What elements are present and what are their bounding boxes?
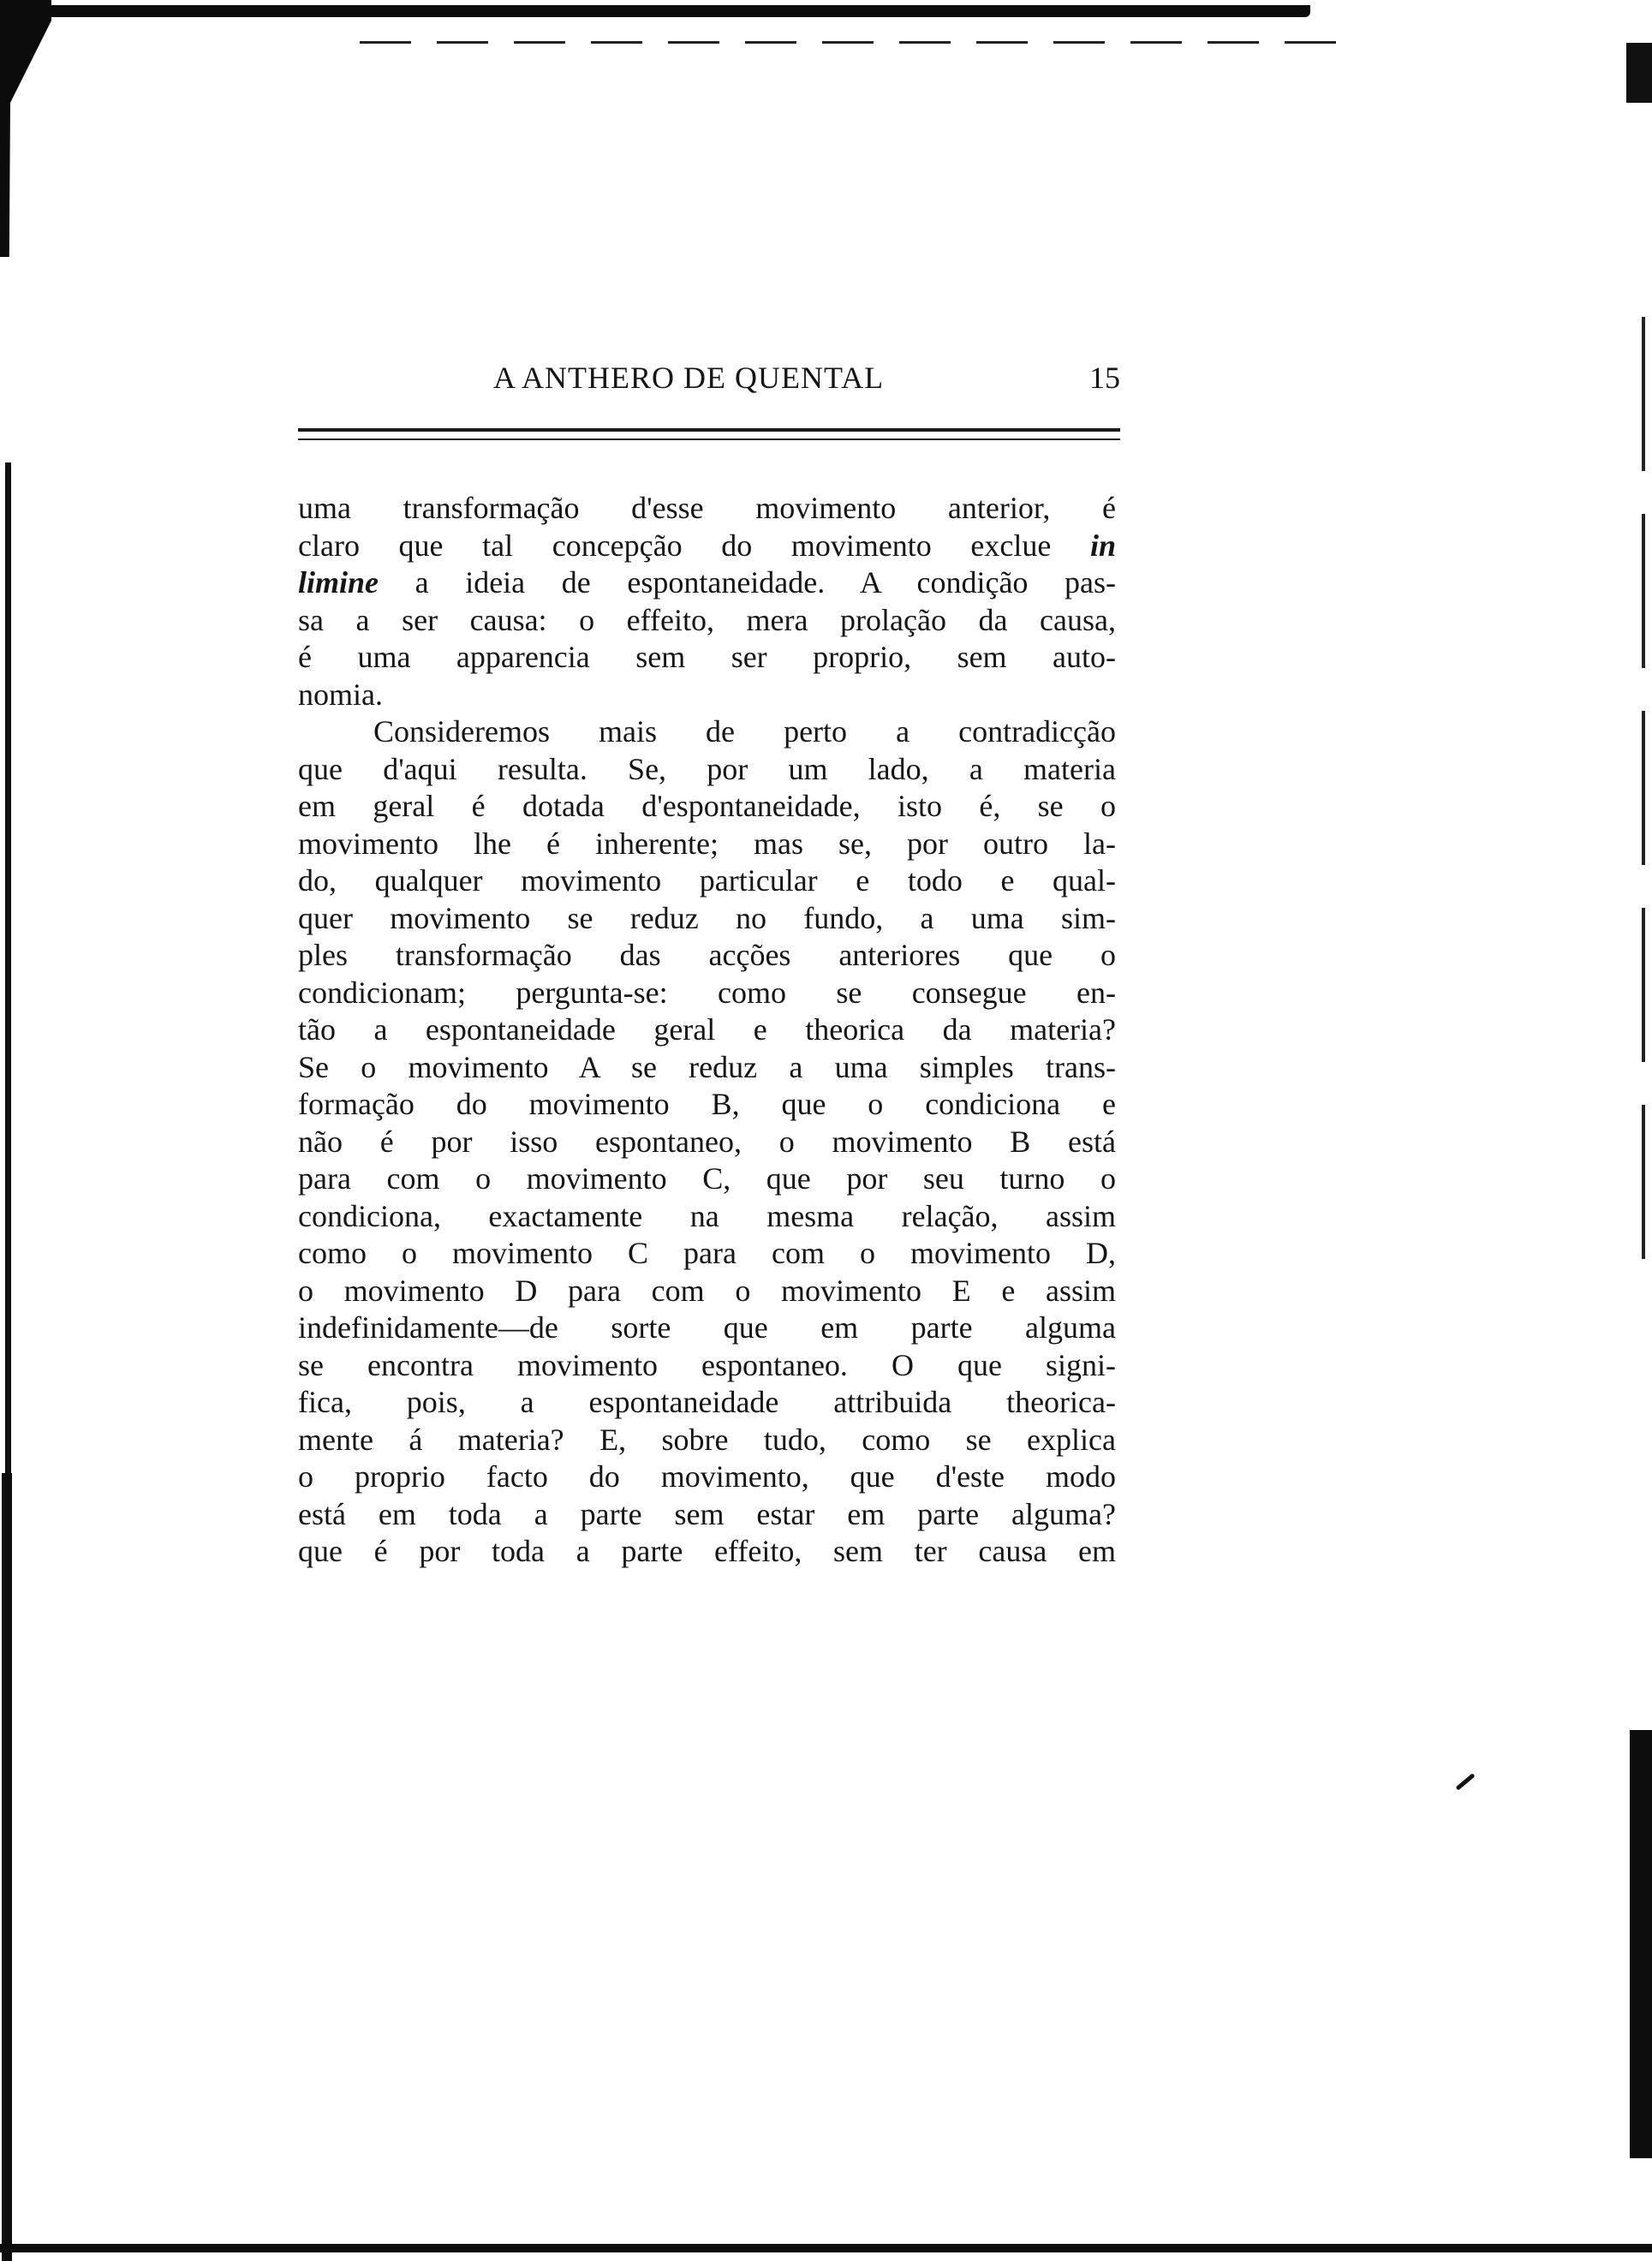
text-line: condiciona, exactamente na mesma relação, assim (298, 1198, 1116, 1233)
scan-edge-top-thin (360, 41, 1345, 44)
text-line: indefinidamente—de sorte que em parte alguma (298, 1310, 1116, 1345)
text-line: em geral é dotada d'espontaneidade, isto é, se o (298, 789, 1116, 823)
text-line: formação do movimento B, que o condiciona e (298, 1087, 1116, 1121)
text-line: do, qualquer movimento particular e todo e qual- (298, 863, 1116, 898)
scan-corner-right (1626, 43, 1652, 103)
text-line: para com o movimento C, que por seu turno o (298, 1161, 1116, 1196)
italic-word: limine (298, 565, 379, 600)
scan-corner-left (0, 0, 51, 257)
scan-edge-left (5, 462, 11, 1473)
text-line: que é por toda a parte effeito, sem ter causa em (298, 1534, 1116, 1568)
text-line: não é por isso espontaneo, o movimento B está (298, 1124, 1116, 1159)
header-rule-thick (298, 428, 1120, 432)
text-line: tão a espontaneidade geral e theorica da materia? (298, 1012, 1116, 1047)
text-line: o movimento D para com o movimento E e assim (298, 1273, 1116, 1308)
scan-edge-right-lower (1630, 1730, 1652, 2158)
text-line: fica, pois, a espontaneidade attribuida theorica- (298, 1385, 1116, 1419)
text-line: movimento lhe é inherente; mas se, por outro la- (298, 826, 1116, 861)
text-line (298, 528, 1116, 565)
page-number: 15 (1089, 361, 1120, 395)
text-segment: claro que tal concepção do movimento exclue (298, 528, 1090, 563)
text-line: mente á materia? E, sobre tudo, como se explica (298, 1422, 1116, 1457)
text-line: ples transformação das acções anteriores que o (298, 938, 1116, 972)
body-text (298, 490, 1116, 1571)
header-rule-thin (298, 438, 1120, 440)
running-head (298, 360, 1120, 411)
text-line: se encontra movimento espontaneo. O que signi- (298, 1347, 1116, 1382)
text-line (298, 564, 1116, 602)
running-title: A ANTHERO DE QUENTAL (493, 361, 885, 395)
text-line: como o movimento C para com o movimento D, (298, 1236, 1116, 1270)
text-line: que d'aqui resulta. Se, por um lado, a materia (298, 751, 1116, 786)
text-line: quer movimento se reduz no fundo, a uma sim- (298, 900, 1116, 935)
scan-edge-bottom (0, 2244, 1652, 2252)
italic-word: in (1089, 528, 1116, 563)
text-line: nomia. (298, 677, 383, 712)
text-line: sa a ser causa: o effeito, mera prolação da causa, (298, 602, 1116, 637)
text-line: está em toda a parte sem estar em parte alguma? (298, 1496, 1116, 1531)
text-line: Se o movimento A se reduz a uma simples trans- (298, 1049, 1116, 1084)
text-line: o proprio facto do movimento, que d'este modo (298, 1459, 1116, 1494)
text-line: é uma apparencia sem ser proprio, sem auto- (298, 640, 1116, 674)
text-line: Consideremos mais de perto a contradicção (373, 714, 1116, 749)
scan-edge-right (1642, 317, 1645, 1259)
text-line: uma transformação d'esse movimento anterior, é (298, 491, 1116, 525)
scan-edge-left-lower (2, 1473, 12, 2261)
text-line: condicionam; pergunta-se: como se consegue en- (298, 975, 1116, 1010)
scan-speck (1455, 1773, 1475, 1791)
text-segment: a ideia de espontaneidade. A condição pas- (379, 565, 1116, 600)
scan-edge-top (0, 5, 1310, 17)
